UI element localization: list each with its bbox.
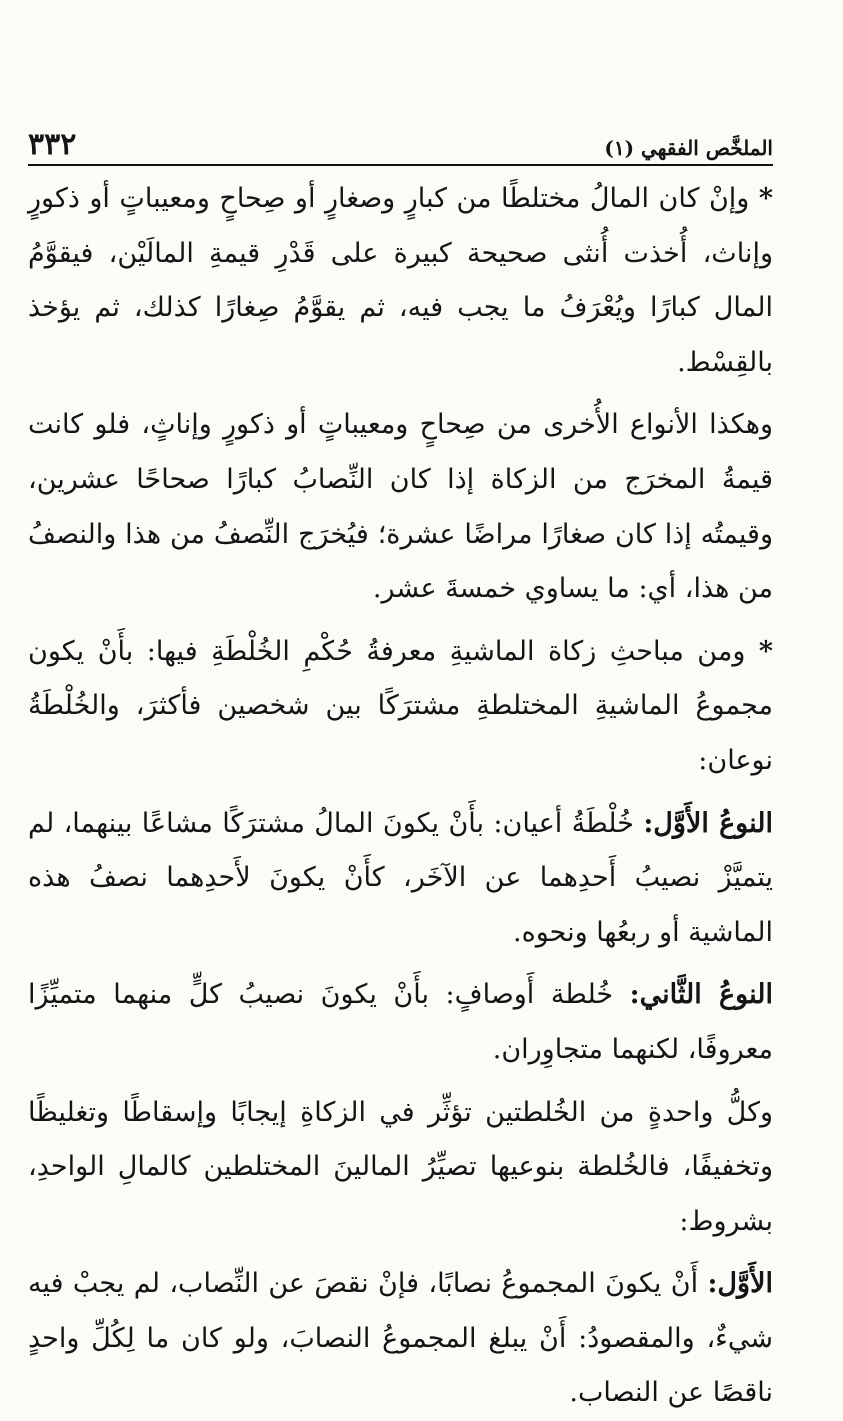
paragraph-6	[28, 1086, 773, 1250]
paragraph-text: أَنْ يكونَ المجموعُ نصابًا، فإنْ نقصَ عن النِّصاب، لم يجبْ فيه شيءٌ، والمقصودُ: أَنْ يبلغ المجموعُ النصابَ، ولو كان ما لِكُلِّ واحدٍ ناقصًا عن النصاب.	[28, 1268, 773, 1409]
paragraph-text: وإنْ كان المالُ مختلطًا من كبارٍ وصغارٍ أو صِحاحٍ ومعيباتٍ أو ذكورٍ وإناث، أُخذت أُنثى صحيحة كبيرة على قَدْرِ قيمةِ المالَيْن، فيقوَّمُ المال كبارًا ويُعْرَفُ ما يجب فيه، ثم يقوَّمُ صِغارًا كذلك، ثم يؤخذ بالقِسْط.	[28, 183, 773, 378]
bullet-star: *	[758, 635, 773, 667]
paragraph-2	[28, 398, 773, 616]
paragraph-text: وهكذا الأنواع الأُخرى من صِحاحٍ ومعيباتٍ أو ذكورٍ وإناثٍ، فلو كانت قيمةُ المخرَج من الزكاة إذا كان النِّصابُ كبارًا صحاحًا عشرين، وقيمتُه إذا كان صغارًا مراضًا عشرة؛ فيُخرَج النِّصفُ من هذا والنصفُ من هذا، أي: ما يساوي خمسةَ عشر.	[28, 409, 773, 605]
paragraph-lead: الأَوَّل:	[707, 1268, 773, 1300]
paragraph-text: ومن مباحثِ زكاة الماشيةِ معرفةُ حُكْمِ الخُلْطَةِ فيها: بأَنْ يكون مجموعُ الماشيةِ المختلطةِ مشترَكًا بين شخصين فأكثرَ، والخُلْطَةُ نوعان:	[28, 635, 773, 776]
paragraph-text: وكلُّ واحدةٍ من الخُلطتين تؤثِّر في الزكاةِ إيجابًا وإسقاطًا وتغليظًا وتخفيفًا، فالخُلطة بنوعيها تصيِّرُ المالينَ المختلطين كالمالِ الواحدِ، بشروط:	[28, 1096, 773, 1237]
paragraph-text: خُلطة أَوصافٍ: بأَنْ يكونَ نصيبُ كلٍّ منهما متميِّزًا معروفًا، لكنهما متجاوِران.	[28, 979, 773, 1065]
paragraph-3	[28, 625, 773, 789]
page-number: ٣٣٢	[28, 127, 77, 162]
paragraph-text: خُلْطَةُ أعيان: بأَنْ يكونَ المالُ مشترَكًا مشاعًا بينهما، لم يتميَّزْ نصيبُ أَحدِهما عن الآخَر، كأَنْ يكونَ لأَحدِهما نصفُ هذه الماشية أو ربعُها ونحوه.	[28, 807, 773, 948]
bullet-star: *	[758, 183, 773, 214]
page-header	[28, 118, 773, 166]
paragraph-4	[28, 797, 773, 961]
paragraph-1	[28, 172, 773, 390]
paragraph-lead: النوعُ الأَوَّل:	[643, 807, 773, 839]
page-body	[28, 172, 773, 1421]
running-title: الملخَّص الفقهي (١)	[604, 136, 773, 160]
paragraph-7	[28, 1257, 773, 1421]
paragraph-5	[28, 968, 773, 1077]
paragraph-lead: النوعُ الثَّاني:	[629, 979, 773, 1011]
